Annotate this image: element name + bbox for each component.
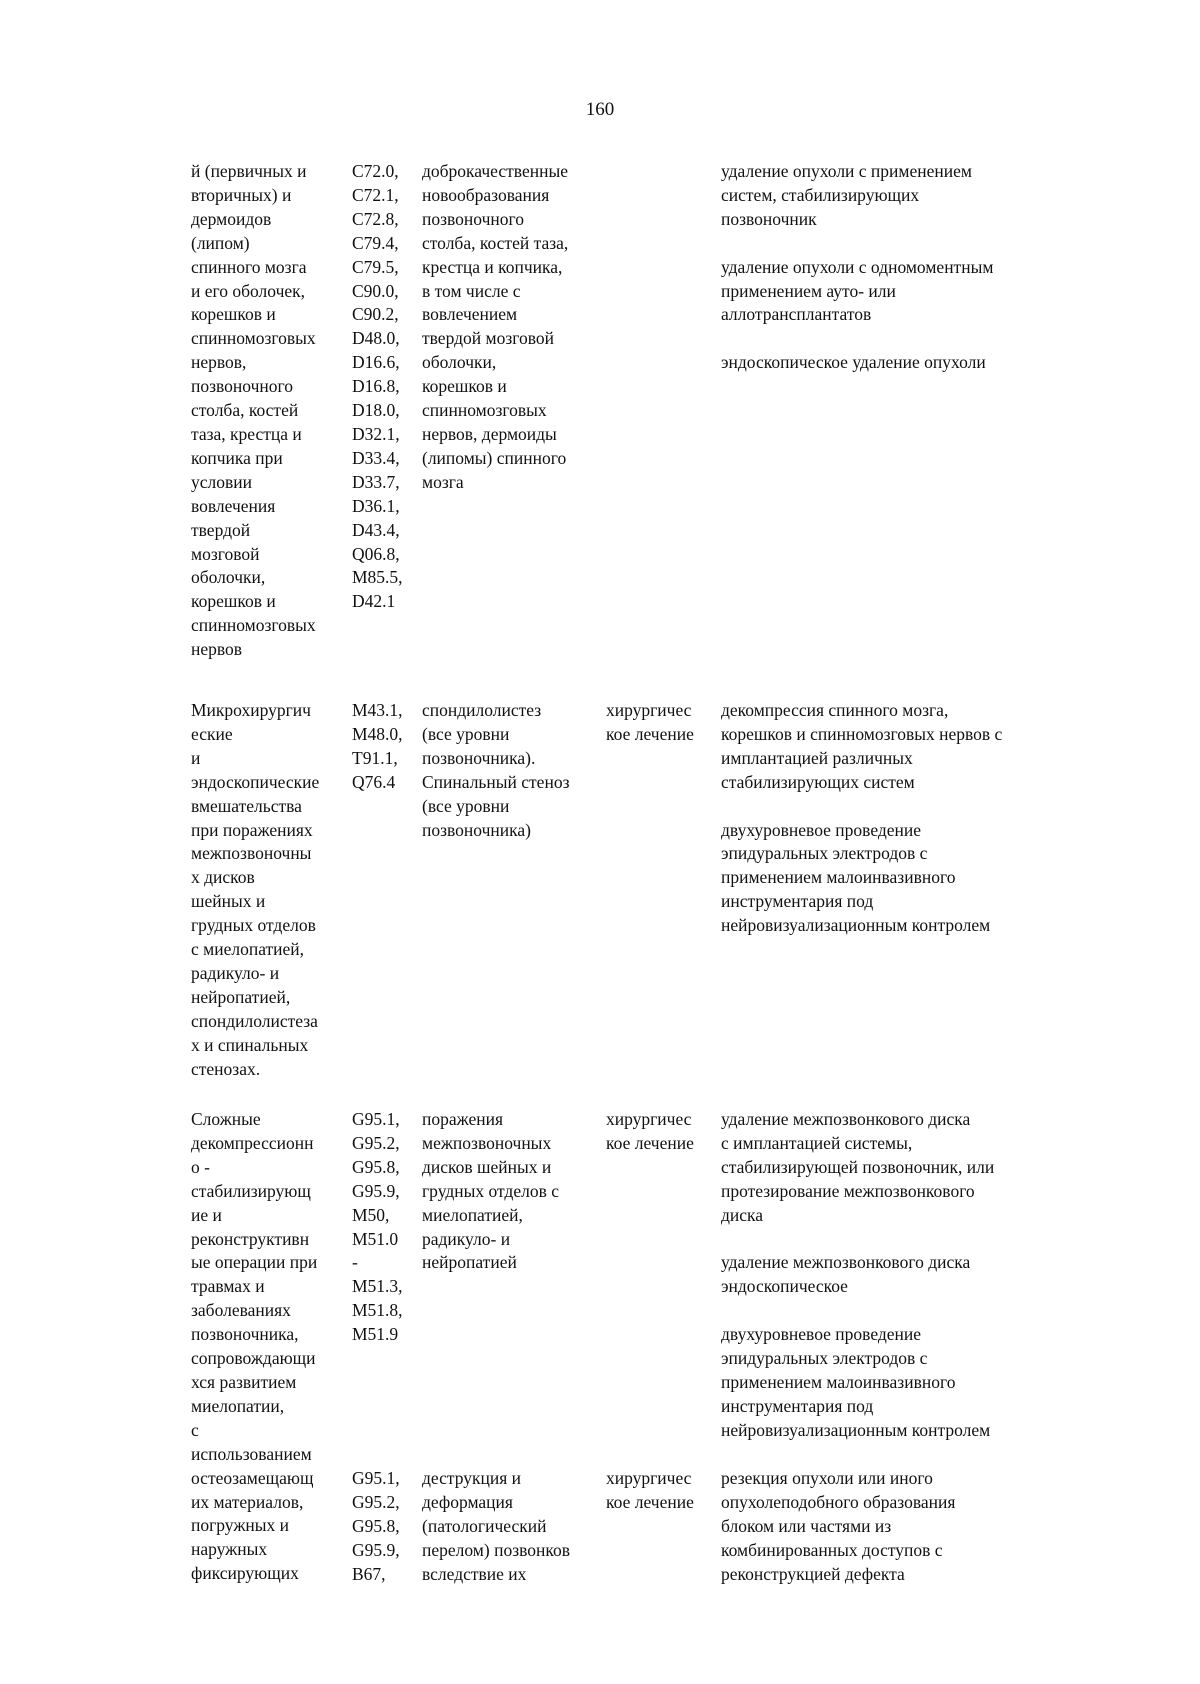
row1-method-cell: удаление опухоли с применением систем, стабилизирующих позвоночник удаление опухоли с одномоментным применением ауто- или аллотрансплантатов эндоскопическое удаление опухоли [721,161,994,373]
page-number: 160 [585,99,615,120]
row2-treatment-type-cell: хирургичес кое лечение [606,700,694,744]
row3-method-cell: удаление межпозвонкового диска с имплантацией системы, стабилизирующей позвоночник, или протезирование межпозвонкового диска удаление межпозвонкового диска эндоскопическое двухуровневое проведение эпидуральных электродов с применением малоинвазивного инструментария под нейровизуализационным контролем [721,1109,995,1440]
row2-codes-cell: M43.1, M48.0, T91.1, Q76.4 [352,700,403,792]
row3-codes-cell: G95.1, G95.2, G95.8, G95.9, M50, M51.0 - M51.3, M51.8, M51.9 [352,1109,403,1345]
row2-method-cell: декомпрессия спинного мозга, корешков и спинномозговых нервов с имплантацией различных стабилизирующих систем двухуровневое проведение эпидуральных электродов с применением малоинвазивного инструментария под нейровизуализационным контролем [721,700,1003,936]
row4-codes-cell: G95.1, G95.2, G95.8, G95.9, B67, [352,1468,400,1584]
row1-name-cell: й (первичных и вторичных) и дермоидов (липом) спинного мозга и его оболочек, корешков и спинномозговых нервов, позвоночного столба, костей таза, крестца и копчика при условии вовлечения твердой мозговой оболочки, корешков и спинномозговых нервов [191,161,316,660]
row3-diagnosis-cell: поражения межпозвоночных дисков шейных и грудных отделов с миелопатией, радикуло- и нейропатией [422,1109,559,1273]
row3-name-cell: Сложные декомпрессионн о - стабилизирующ ие и реконструктивн ые операции при травмах и заболеваниях позвоночника, сопровождающи хся развитием миелопатии, с использованием остеозамещающ их материалов, погружных и наружных фиксирующих [191,1109,318,1584]
row4-treatment-type-cell: хирургичес кое лечение [606,1468,694,1512]
row4-diagnosis-cell: деструкция и деформация (патологический перелом) позвонков вследствие их [422,1468,570,1584]
row4-method-cell: резекция опухоли или иного опухолеподобного образования блоком или частями из комбинированных доступов с реконструкцией дефекта [721,1468,956,1584]
row3-treatment-type-cell: хирургичес кое лечение [606,1109,694,1153]
row1-diagnosis-cell: доброкачественные новообразования позвоночного столба, костей таза, крестца и копчика, в том числе с вовлечением твердой мозговой оболочки, корешков и спинномозговых нервов, дермоиды (липомы) спинного мозга [422,161,569,492]
row2-diagnosis-cell: спондилолистез (все уровни позвоночника). Спинальный стеноз (все уровни позвоночника) [422,700,570,840]
row1-codes-cell: C72.0, C72.1, C72.8, C79.4, C79.5, C90.0, C90.2, D48.0, D16.6, D16.8, D18.0, D32.1, D33.4, D33.7, D36.1, D43.4, Q06.8, M85.5, D42.1 [352,161,403,612]
row2-name-cell: Микрохирургич еские и эндоскопические вмешательства при поражениях межпозвоночны х дисков шейных и грудных отделов с миелопатией, радикуло- и нейропатией, спондилолистеза х и спинальных стенозах. [191,700,320,1079]
